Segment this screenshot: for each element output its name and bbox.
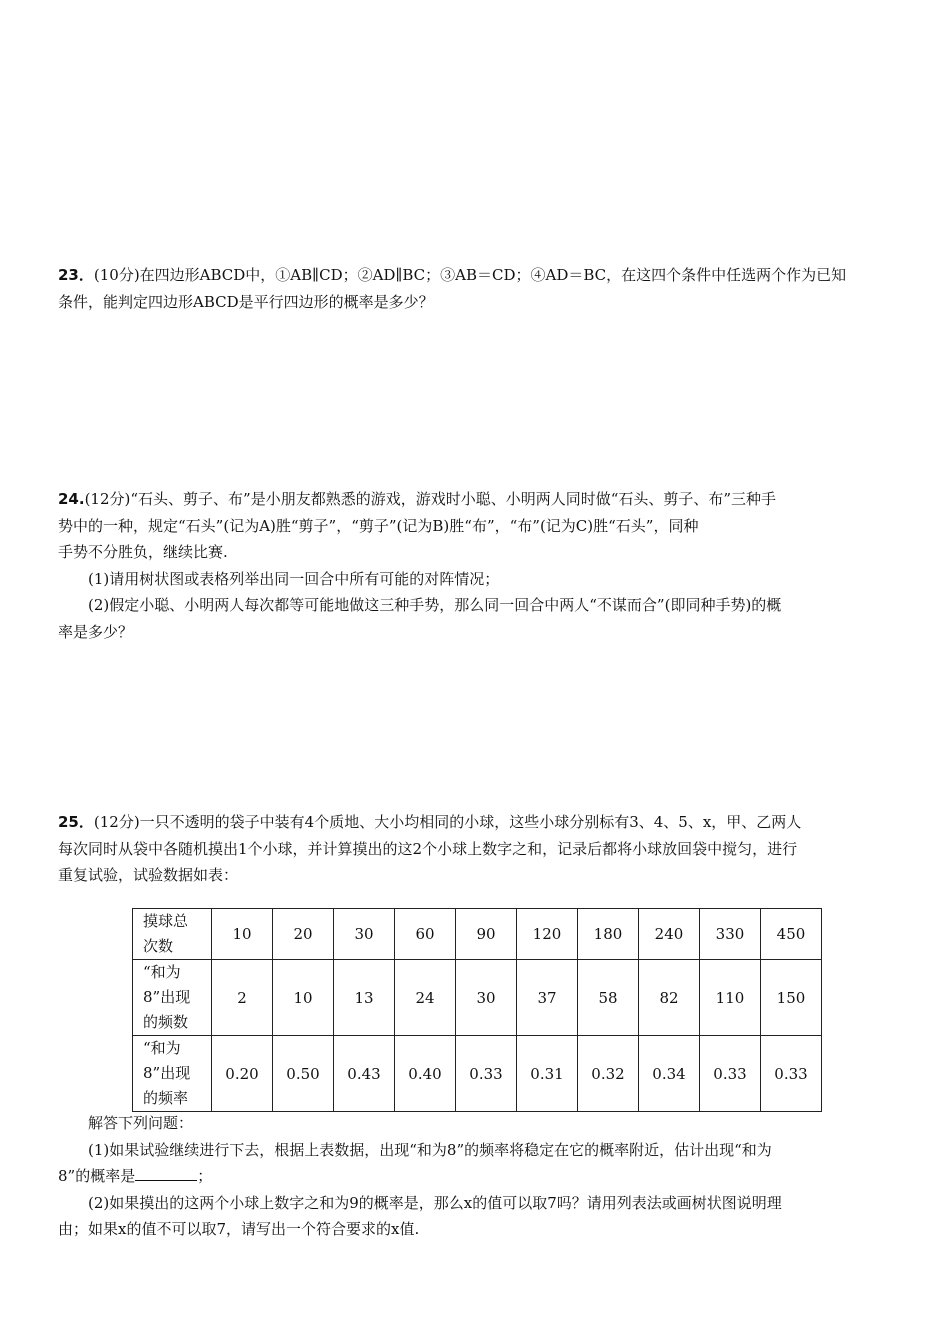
- question-25-line-2: 每次同时从袋中各随机摸出1个小球，并计算摸出的这2个小球上数字之和，记录后都将小球放回袋中搅匀，进行: [58, 839, 798, 858]
- question-25-sub-1-line-1: (1)如果试验继续进行下去，根据上表数据，出现“和为8”的频率将稳定在它的概率附近，估计出现“和为: [88, 1140, 772, 1159]
- question-25-line-3: 重复试验，试验数据如表：: [58, 866, 239, 884]
- question-23-text: (10分)在四边形ABCD中，①AB∥CD；②AD∥BC；③AB＝CD；④AD＝BC，在这四个条件中任选两个作为已知: [93, 266, 847, 284]
- table-cell: 0.20: [212, 1036, 273, 1112]
- question-24-sub-2-line-2: 率是多少？: [58, 622, 134, 641]
- answer-intro: 解答下列问题：: [88, 1114, 194, 1132]
- table-cell: 2: [212, 960, 273, 1036]
- table-cell: 10: [273, 960, 334, 1036]
- question-25-text: (12分)一只不透明的袋子中装有4个质地、大小均相同的小球，这些小球分别标有3、4、5、x，甲、乙两人: [93, 813, 802, 831]
- table-cell: 110: [700, 960, 761, 1036]
- table-row-frequencies: [133, 960, 822, 1036]
- table-cell: 0.33: [456, 1036, 517, 1112]
- table-cell: 0.33: [700, 1036, 761, 1112]
- table-cell: 0.40: [395, 1036, 456, 1112]
- question-24-number: 24.: [58, 490, 85, 508]
- table-row-totals: [133, 909, 822, 960]
- question-25-sub-2-line-1: (2)如果摸出的这两个小球上数字之和为9的概率是，那么x的值可以取7吗？请用列表法或画树状图说明理: [88, 1193, 782, 1212]
- row-header-totals: [133, 909, 212, 960]
- table-row-rates: [133, 1036, 822, 1112]
- question-24-line-2: 势中的一种，规定“石头”(记为A)胜“剪子”，“剪子”(记为B)胜“布”，“布”(记为C)胜“石头”，同种: [58, 516, 699, 535]
- table-cell: 30: [334, 909, 395, 960]
- table-cell: 0.31: [517, 1036, 578, 1112]
- question-25: [58, 809, 898, 889]
- table-cell: 30: [456, 960, 517, 1036]
- question-23-line-2: 条件，能判定四边形ABCD是平行四边形的概率是多少？: [58, 292, 434, 311]
- question-23-number: 23．: [58, 266, 94, 284]
- row-header-line: 摸球总: [143, 912, 189, 930]
- question-24-sub-1: (1)请用树状图或表格列举出同一回合中所有可能的对阵情况；: [88, 569, 500, 588]
- question-24-text: (12分)“石头、剪子、布”是小朋友都熟悉的游戏，游戏时小聪、小明两人同时做“石头、剪子、布”三种手: [84, 490, 777, 508]
- question-24-line-3: 手势不分胜负，继续比赛.: [58, 543, 228, 561]
- table-cell: 150: [761, 960, 822, 1036]
- table-cell: 120: [517, 909, 578, 960]
- question-25-line-1: [58, 809, 898, 836]
- table-cell: 60: [395, 909, 456, 960]
- row-header-line: “和为: [143, 963, 181, 981]
- row-header-line: 的频数: [143, 1013, 189, 1031]
- question-25-sub-2-line-2: 由；如果x的值不可以取7，请写出一个符合要求的x值.: [58, 1220, 420, 1238]
- question-23: [58, 262, 898, 315]
- table-cell: 0.33: [761, 1036, 822, 1112]
- table-cell: 0.50: [273, 1036, 334, 1112]
- row-header-rates: [133, 1036, 212, 1112]
- row-header-line: 8”出现: [143, 1064, 191, 1082]
- table-cell: 450: [761, 909, 822, 960]
- table-cell: 240: [639, 909, 700, 960]
- row-header-line: 次数: [143, 937, 174, 955]
- question-24: [58, 486, 898, 645]
- table-cell: 0.34: [639, 1036, 700, 1112]
- sub-1-prefix: 8”的概率是: [58, 1167, 136, 1185]
- table-cell: 20: [273, 909, 334, 960]
- table-cell: 0.43: [334, 1036, 395, 1112]
- table-cell: 82: [639, 960, 700, 1036]
- answer-blank[interactable]: [135, 1166, 197, 1181]
- table-cell: 24: [395, 960, 456, 1036]
- row-header-line: 8”出现: [143, 988, 191, 1006]
- sub-1-suffix: ；: [197, 1167, 213, 1185]
- question-25-sub-1-line-2: [58, 1163, 898, 1190]
- table-cell: 37: [517, 960, 578, 1036]
- question-25-answers: [58, 1110, 898, 1243]
- table-cell: 90: [456, 909, 517, 960]
- question-24-sub-2-line-1: (2)假定小聪、小明两人每次都等可能地做这三种手势，那么同一回合中两人“不谋而合”(即同种手势)的概: [88, 596, 782, 614]
- question-23-line-1: [58, 262, 898, 289]
- table-cell: 58: [578, 960, 639, 1036]
- table-cell: 180: [578, 909, 639, 960]
- table-cell: 330: [700, 909, 761, 960]
- question-24-line-1: [58, 486, 898, 513]
- row-header-line: 的频率: [143, 1089, 189, 1107]
- table-cell: 10: [212, 909, 273, 960]
- row-header-line: “和为: [143, 1039, 181, 1057]
- experiment-data-table: [132, 908, 822, 1112]
- question-25-number: 25．: [58, 813, 94, 831]
- row-header-frequencies: [133, 960, 212, 1036]
- table-cell: 13: [334, 960, 395, 1036]
- table-cell: 0.32: [578, 1036, 639, 1112]
